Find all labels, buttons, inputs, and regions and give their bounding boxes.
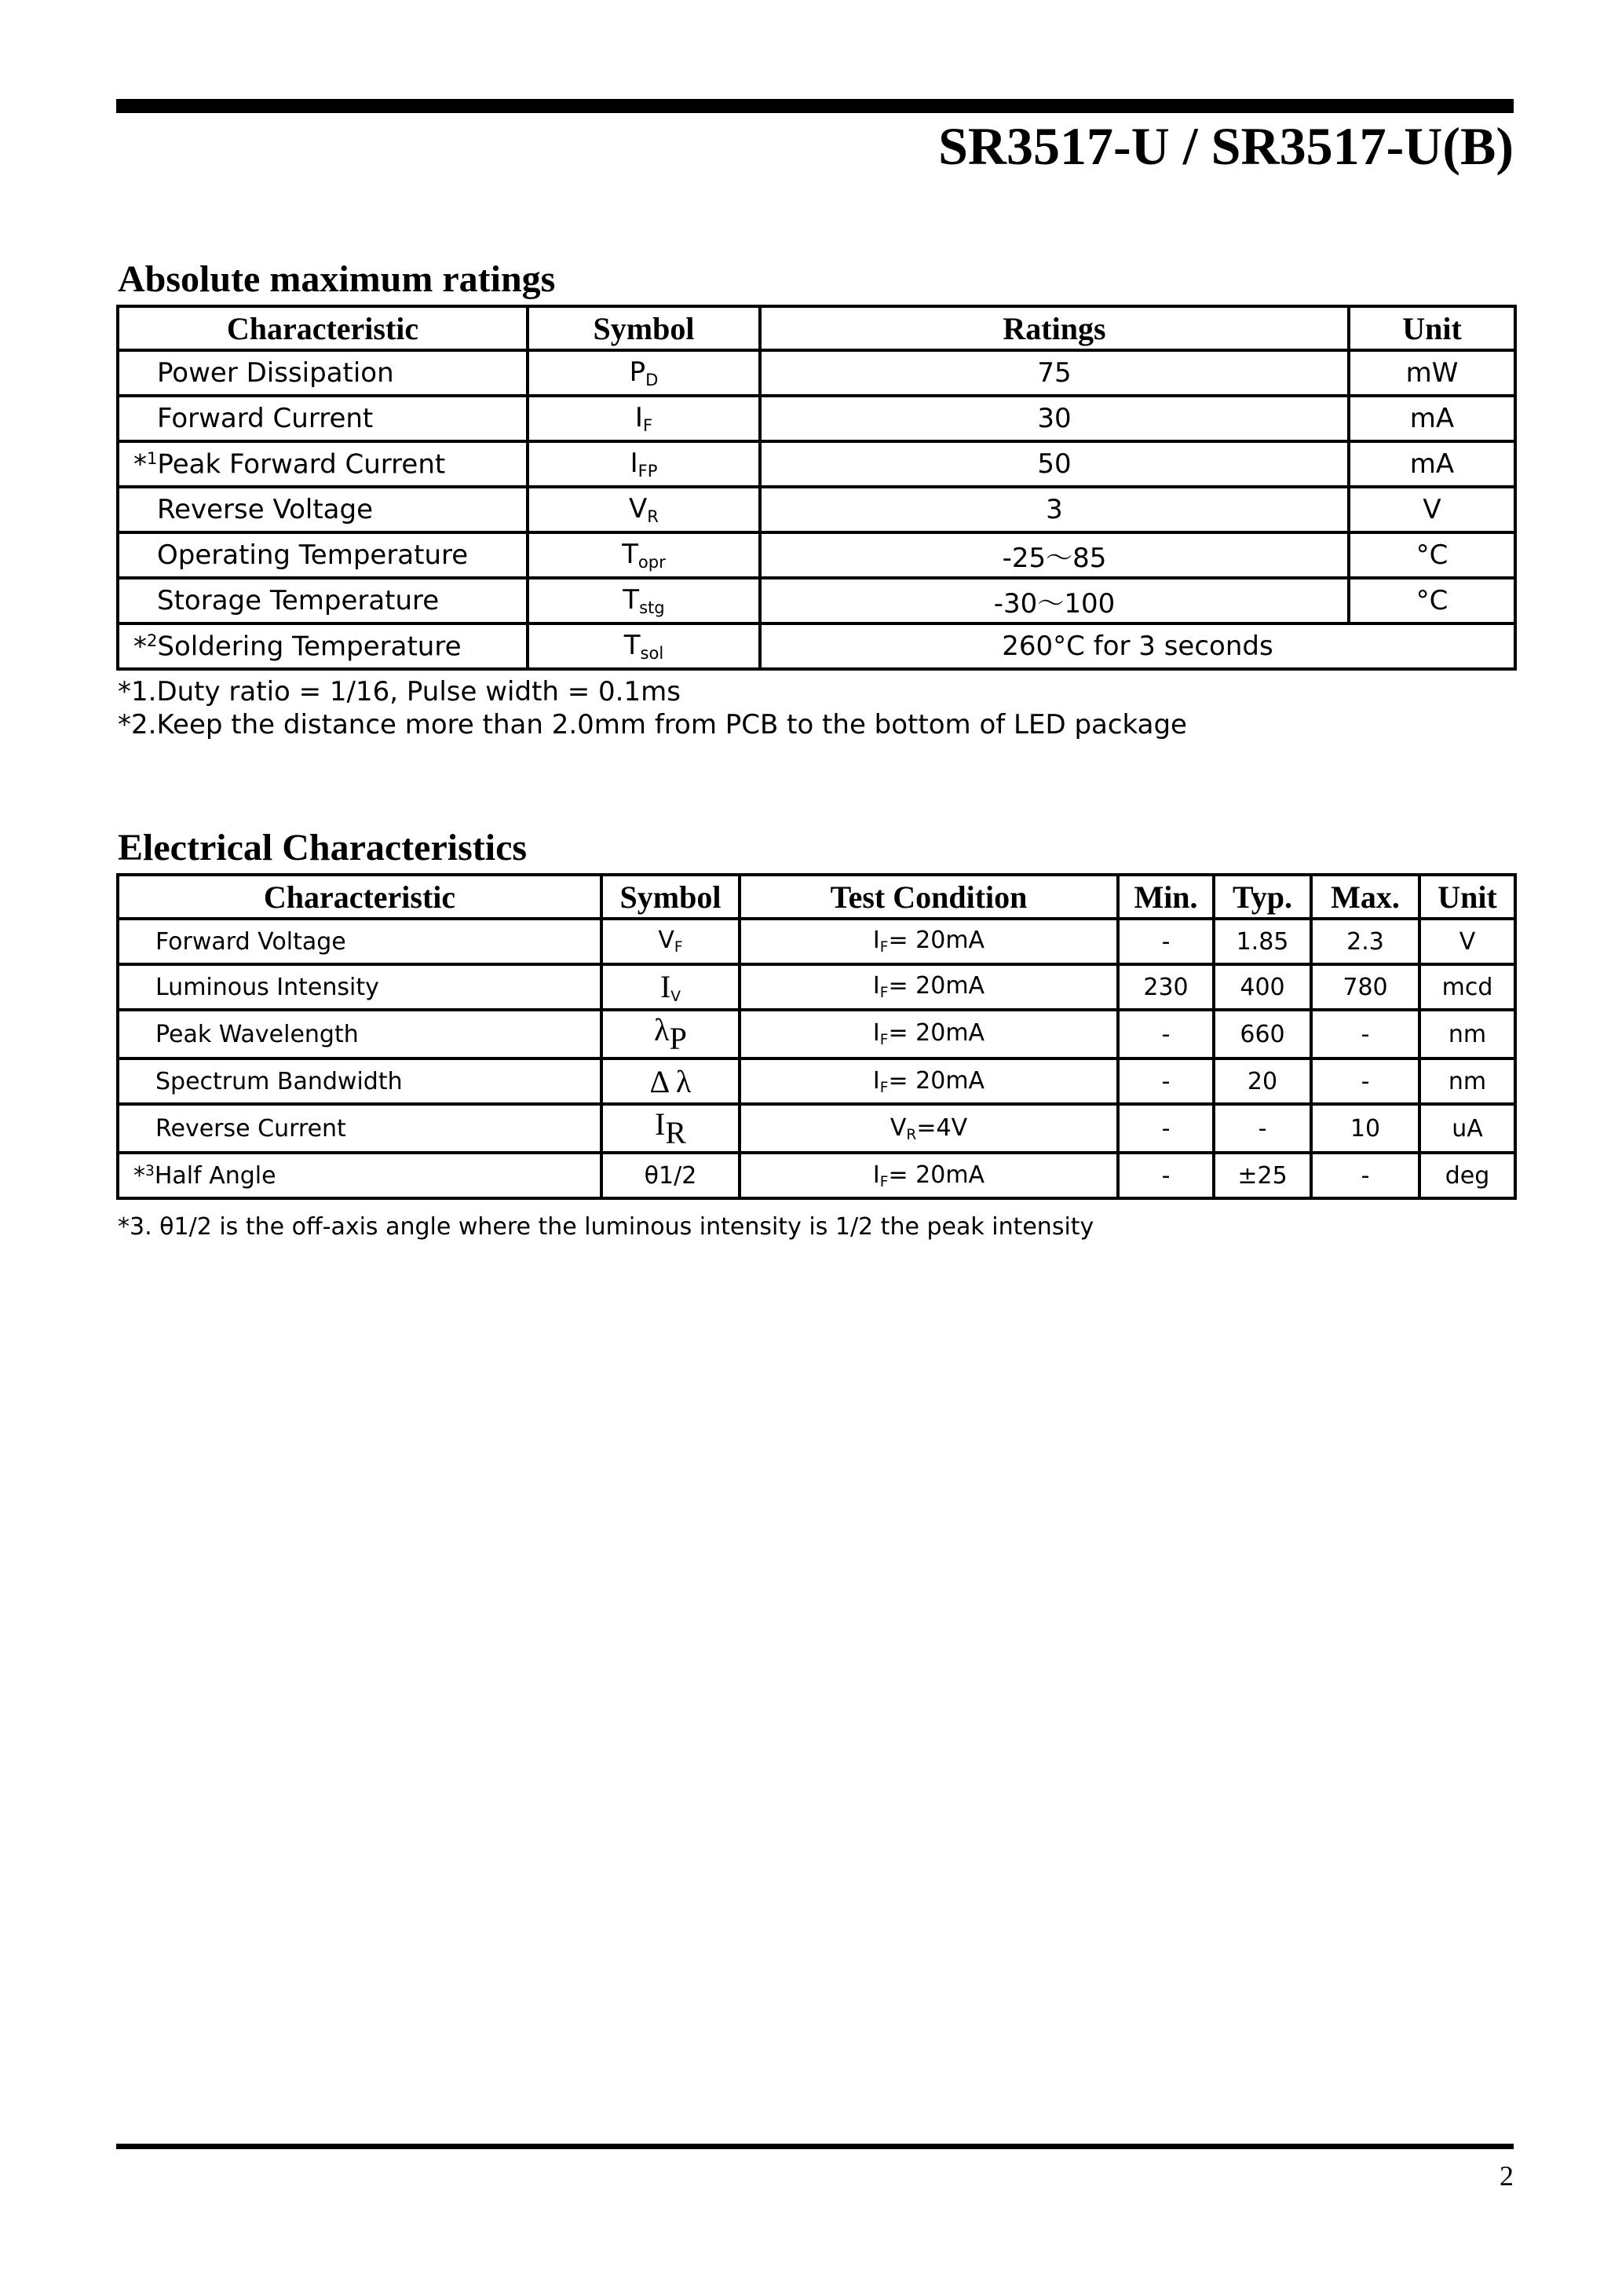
symbol-main: I — [630, 448, 638, 480]
abs-max-header-row — [118, 306, 1515, 350]
abs-max-table — [116, 305, 1517, 671]
condition-main: I — [872, 1066, 880, 1095]
characteristic-text: Spectrum Bandwidth — [155, 1067, 403, 1095]
table-row — [118, 396, 1515, 441]
symbol-cell — [601, 964, 740, 1010]
electrical-table — [116, 873, 1517, 1200]
symbol-main: I — [659, 969, 671, 1005]
symbol-cell — [601, 1010, 740, 1058]
symbol-cell — [601, 1058, 740, 1104]
condition-value: = 20mA — [888, 972, 985, 1000]
max-cell: 10 — [1311, 1104, 1419, 1153]
unit-cell: nm — [1419, 1058, 1515, 1104]
test-condition-cell — [740, 1010, 1118, 1058]
condition-main: V — [890, 1113, 907, 1142]
min-cell: - — [1118, 1153, 1214, 1198]
unit-cell: mW — [1349, 350, 1515, 396]
symbol-subscript: V — [670, 989, 681, 1006]
characteristic-cell — [118, 350, 528, 396]
symbol-subscript: stg — [639, 597, 665, 617]
characteristic-text: Forward Voltage — [155, 927, 346, 956]
footnote-asterisk: * — [133, 1161, 145, 1190]
characteristic-text: Operating Temperature — [157, 539, 469, 571]
symbol-main: λ — [654, 1012, 670, 1047]
symbol-main: P — [629, 356, 646, 389]
unit-cell: °C — [1349, 578, 1515, 623]
header-unit: Unit — [1419, 875, 1515, 919]
condition-main: I — [872, 927, 880, 955]
header-characteristic: Characteristic — [118, 306, 528, 350]
characteristic-text: Peak Wavelength — [155, 1020, 359, 1048]
characteristic-text: Half Angle — [154, 1161, 276, 1190]
symbol-subscript: opr — [637, 551, 666, 572]
footnote-asterisk: * — [133, 631, 147, 663]
table-row — [118, 1058, 1515, 1104]
symbol-cell — [601, 1104, 740, 1153]
characteristic-text: Soldering Temperature — [157, 631, 462, 663]
symbol-main: T — [623, 630, 641, 662]
electrical-header-row — [118, 875, 1515, 919]
document-title: SR3517-U / SR3517-U(B) — [938, 116, 1514, 176]
header-characteristic: Characteristic — [118, 875, 601, 919]
characteristic-cell — [118, 1058, 601, 1104]
characteristic-text: Storage Temperature — [157, 585, 440, 616]
symbol-cell — [528, 350, 760, 396]
typ-cell: ±25 — [1214, 1153, 1311, 1198]
symbol-subscript: F — [674, 939, 683, 956]
characteristic-cell — [118, 1153, 601, 1198]
rating-cell: -30～100 — [760, 578, 1349, 623]
symbol-cell — [528, 623, 760, 669]
characteristic-cell — [118, 964, 601, 1010]
characteristic-cell — [118, 623, 528, 669]
header-max: Max. — [1311, 875, 1419, 919]
test-condition-cell — [740, 1058, 1118, 1104]
table-row — [118, 532, 1515, 578]
unit-cell: mA — [1349, 396, 1515, 441]
characteristic-cell — [118, 919, 601, 964]
footnote-2: *2.Keep the distance more than 2.0mm from PCB to the bottom of LED package — [118, 709, 1187, 740]
symbol-subscript: R — [647, 506, 659, 526]
symbol-cell — [528, 396, 760, 441]
characteristic-text: Peak Forward Current — [157, 448, 446, 481]
symbol-main: V — [629, 493, 648, 525]
symbol-main: T — [623, 584, 640, 616]
condition-subscript: F — [879, 1173, 889, 1190]
footnote-1: *1.Duty ratio = 1/16, Pulse width = 0.1ms — [118, 676, 681, 707]
condition-subscript: F — [879, 1079, 889, 1096]
table-row — [118, 919, 1515, 964]
condition-subscript: F — [879, 1032, 889, 1049]
characteristic-text: Reverse Voltage — [157, 494, 374, 525]
unit-cell: mcd — [1419, 964, 1515, 1010]
characteristic-cell — [118, 1104, 601, 1153]
max-cell: 2.3 — [1311, 919, 1419, 964]
condition-subscript: F — [879, 939, 889, 956]
condition-main: I — [872, 972, 880, 1000]
abs-max-heading: Absolute maximum ratings — [118, 258, 556, 300]
max-cell: 780 — [1311, 964, 1419, 1010]
condition-value: = 20mA — [888, 1066, 985, 1095]
electrical-heading: Electrical Characteristics — [118, 827, 528, 868]
min-cell: - — [1118, 1104, 1214, 1153]
symbol-cell — [528, 487, 760, 532]
footnote-asterisk: * — [133, 448, 147, 481]
condition-value: = 20mA — [888, 1161, 985, 1189]
characteristic-text: Forward Current — [157, 403, 374, 434]
unit-cell: V — [1419, 919, 1515, 964]
symbol-cell — [528, 532, 760, 578]
table-row — [118, 1010, 1515, 1058]
characteristic-cell — [118, 487, 528, 532]
rating-cell: 260°C for 3 seconds — [760, 623, 1515, 669]
test-condition-cell — [740, 919, 1118, 964]
unit-cell: nm — [1419, 1010, 1515, 1058]
footnote-ref: 1 — [147, 448, 158, 468]
header-min: Min. — [1118, 875, 1214, 919]
header-unit: Unit — [1349, 306, 1515, 350]
typ-cell: 400 — [1214, 964, 1311, 1010]
top-rule — [116, 99, 1514, 113]
symbol-main: I — [654, 1106, 666, 1143]
symbol-subscript: FP — [637, 460, 658, 481]
table-row — [118, 964, 1515, 1010]
unit-cell: mA — [1349, 441, 1515, 487]
condition-main: I — [872, 1019, 880, 1047]
max-cell: - — [1311, 1153, 1419, 1198]
page-number: 2 — [1500, 2160, 1514, 2192]
symbol-main: T — [622, 539, 638, 571]
symbol-cell — [528, 578, 760, 623]
rating-cell: 3 — [760, 487, 1349, 532]
symbol-main: θ1/2 — [644, 1161, 697, 1190]
condition-subscript: F — [879, 985, 889, 1002]
symbol-subscript: sol — [640, 642, 664, 663]
symbol-cell — [528, 441, 760, 487]
rating-cell: 75 — [760, 350, 1349, 396]
symbol-subscript: P — [669, 1021, 687, 1057]
condition-subscript: R — [906, 1126, 917, 1143]
footnote-ref: 3 — [145, 1162, 155, 1179]
max-cell: - — [1311, 1010, 1419, 1058]
bottom-rule — [116, 2144, 1514, 2149]
min-cell: - — [1118, 1010, 1214, 1058]
characteristic-text: Reverse Current — [155, 1114, 346, 1143]
table-row — [118, 487, 1515, 532]
unit-cell: V — [1349, 487, 1515, 532]
max-cell: - — [1311, 1058, 1419, 1104]
typ-cell: 20 — [1214, 1058, 1311, 1104]
test-condition-cell — [740, 1104, 1118, 1153]
characteristic-cell — [118, 578, 528, 623]
header-symbol: Symbol — [528, 306, 760, 350]
condition-main: I — [872, 1161, 880, 1189]
test-condition-cell — [740, 964, 1118, 1010]
min-cell: 230 — [1118, 964, 1214, 1010]
typ-cell: 1.85 — [1214, 919, 1311, 964]
symbol-cell — [601, 919, 740, 964]
table-row — [118, 578, 1515, 623]
condition-value: =4V — [916, 1113, 968, 1142]
symbol-subscript: R — [665, 1115, 686, 1151]
unit-cell: deg — [1419, 1153, 1515, 1198]
table-row — [118, 350, 1515, 396]
characteristic-cell — [118, 1010, 601, 1058]
header-symbol: Symbol — [601, 875, 740, 919]
symbol-main: Δ λ — [649, 1063, 692, 1099]
symbol-cell — [601, 1153, 740, 1198]
header-typ: Typ. — [1214, 875, 1311, 919]
unit-cell: °C — [1349, 532, 1515, 578]
typ-cell: - — [1214, 1104, 1311, 1153]
symbol-subscript: D — [645, 369, 659, 389]
symbol-main: V — [658, 927, 674, 955]
footnote-ref: 2 — [147, 630, 158, 650]
footnote-3: *3. θ1/2 is the off-axis angle where the luminous intensity is 1/2 the peak intensity — [118, 1213, 1094, 1241]
test-condition-cell — [740, 1153, 1118, 1198]
table-row — [118, 441, 1515, 487]
rating-cell: -25～85 — [760, 532, 1349, 578]
condition-value: = 20mA — [888, 1019, 985, 1047]
symbol-subscript: F — [642, 415, 653, 435]
typ-cell: 660 — [1214, 1010, 1311, 1058]
table-row — [118, 1153, 1515, 1198]
condition-value: = 20mA — [888, 927, 985, 955]
characteristic-cell — [118, 532, 528, 578]
characteristic-text: Power Dissipation — [157, 357, 394, 389]
characteristic-cell — [118, 396, 528, 441]
rating-cell: 50 — [760, 441, 1349, 487]
header-ratings: Ratings — [760, 306, 1349, 350]
characteristic-cell — [118, 441, 528, 487]
symbol-main: I — [634, 402, 643, 434]
table-row — [118, 1104, 1515, 1153]
header-test-condition: Test Condition — [740, 875, 1118, 919]
table-row — [118, 623, 1515, 669]
unit-cell: uA — [1419, 1104, 1515, 1153]
min-cell: - — [1118, 919, 1214, 964]
min-cell: - — [1118, 1058, 1214, 1104]
characteristic-text: Luminous Intensity — [155, 973, 379, 1001]
rating-cell: 30 — [760, 396, 1349, 441]
